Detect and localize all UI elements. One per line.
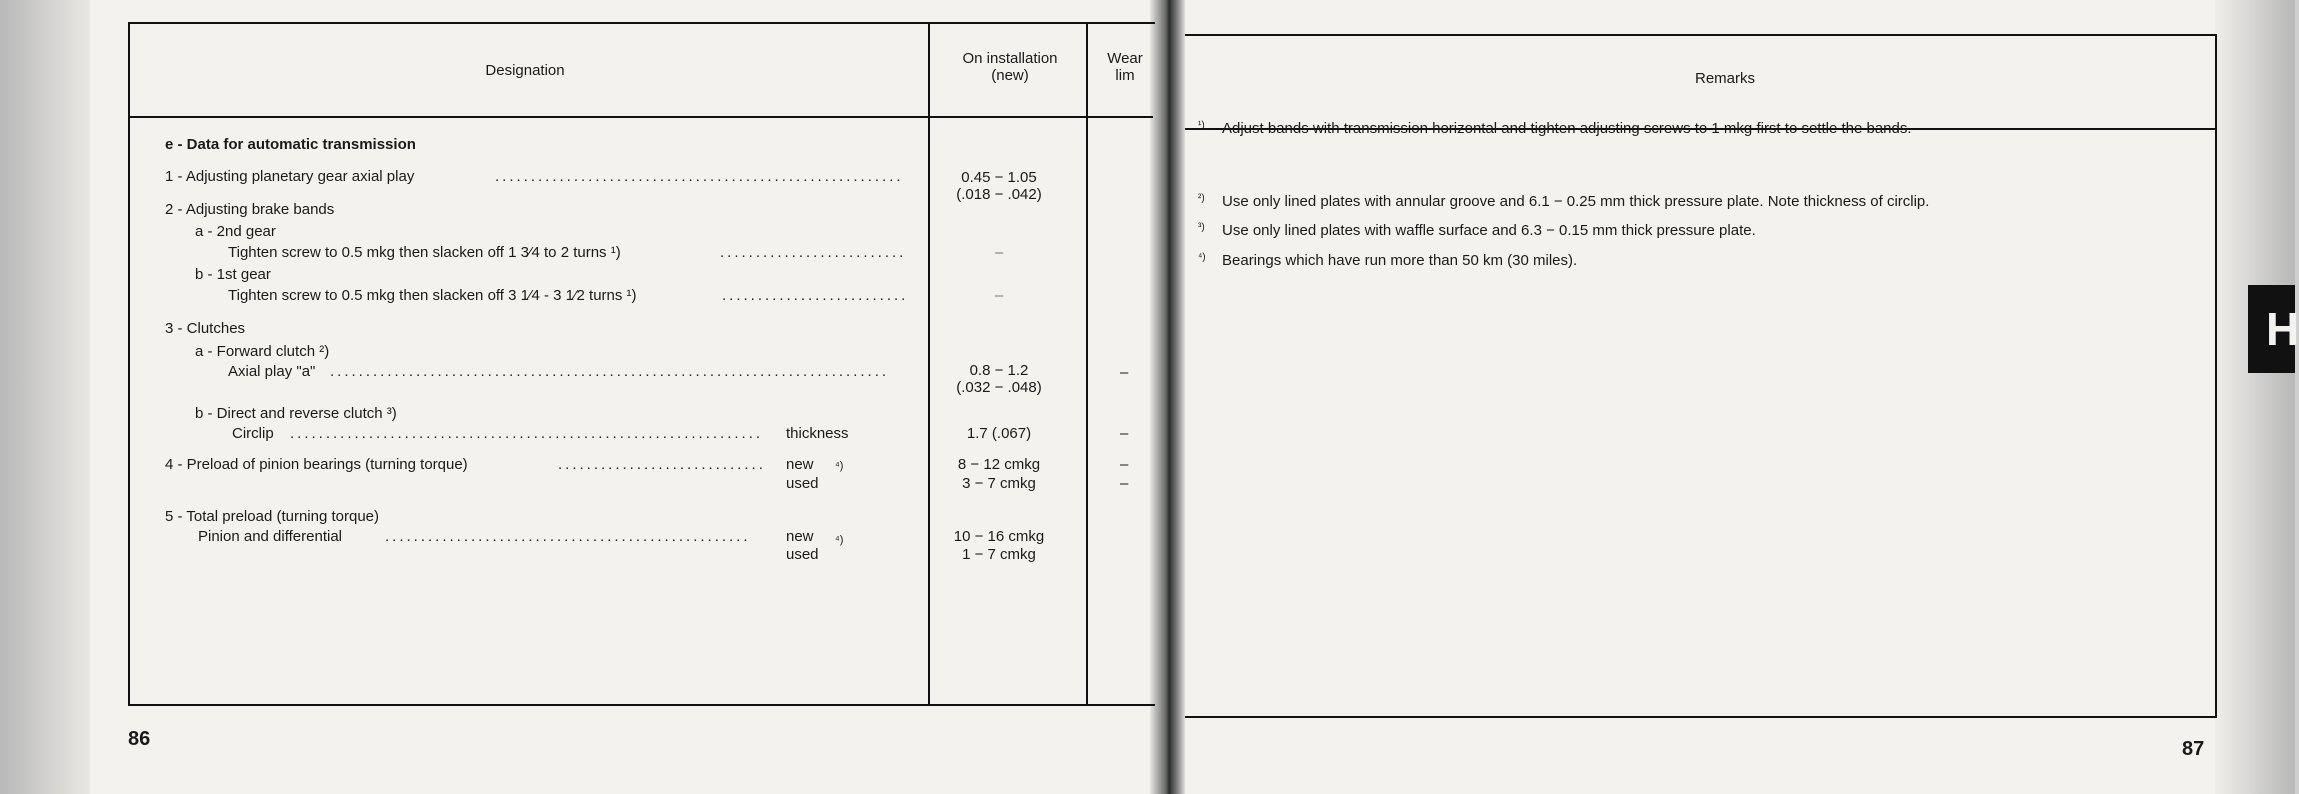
section-thumb-tab: H: [2248, 285, 2295, 373]
row-2a-text: Tighten screw to 0.5 mkg then slacken off 1 3⁄4 to 2 turns ¹): [228, 244, 621, 261]
row-4-wear-new: –: [1120, 456, 1129, 473]
leader-dots: ..........................: [722, 287, 909, 304]
row-4-footnote: ⁴): [835, 460, 844, 472]
row-4-new: new: [786, 456, 814, 473]
leader-dots: ..................................................................: [290, 425, 764, 442]
row-5-footnote: ⁴): [835, 534, 844, 546]
remark-2-footnote: ²): [1198, 193, 1205, 204]
leader-dots: ..............................................................................: [330, 363, 890, 380]
remarks-header: Remarks: [1694, 70, 1755, 87]
row-5-used: used: [786, 546, 819, 563]
row-1-value: 0.45 − 1.05 (.018 − .042): [956, 169, 1042, 203]
row-4-label: 4 - Preload of pinion bearings (turning torque): [165, 456, 468, 473]
row-3a-text: Axial play "a": [228, 363, 316, 380]
row-3-label: 3 - Clutches: [165, 320, 246, 337]
remark-3: Use only lined plates with waffle surface and 6.3 − 0.15 mm thick pressure plate.: [1222, 222, 1756, 239]
row-4-value-used: 3 − 7 cmkg: [962, 475, 1036, 492]
row-3a-value: 0.8 − 1.2 (.032 − .048): [956, 362, 1042, 396]
designation-header: Designation: [485, 62, 565, 79]
page-number-right: 87: [2182, 738, 2205, 760]
row-3b-text: Circlip: [232, 425, 274, 442]
row-2b-text: Tighten screw to 0.5 mkg then slacken off 3 1⁄4 - 3 1⁄2 turns ¹): [228, 287, 637, 304]
row-5-value-new: 10 − 16 cmkg: [953, 528, 1045, 545]
row-4-used: used: [786, 475, 819, 492]
on-installation-header: On installation (new): [962, 50, 1058, 84]
section-title: e - Data for automatic transmission: [165, 136, 416, 153]
row-5-text: Pinion and differential: [198, 528, 342, 545]
leader-dots: .........................................................: [495, 168, 904, 185]
row-5-new: new: [786, 528, 814, 545]
row-3b-value: 1.7 (.067): [966, 425, 1032, 442]
row-3a-label: a - Forward clutch ²): [195, 343, 330, 360]
leader-dots: .............................: [558, 456, 766, 473]
remark-1: Adjust bands with transmission horizontal and tighten adjusting screws to 1 mkg first to settle the bands.: [1222, 120, 1912, 137]
row-3a-wear: –: [1120, 364, 1129, 381]
row-2a-label: a - 2nd gear: [195, 223, 276, 240]
remark-4: Bearings which have run more than 50 km (30 miles).: [1222, 252, 1578, 269]
remark-1-footnote: ¹): [1198, 120, 1205, 131]
row-2a-value: –: [994, 244, 1004, 261]
leader-dots: ..........................: [720, 244, 907, 261]
row-2b-label: b - 1st gear: [195, 266, 271, 283]
column-divider: [1086, 22, 1088, 704]
row-5-label: 5 - Total preload (turning torque): [165, 508, 380, 525]
leader-dots: ...................................................: [385, 528, 751, 545]
page-edge-shadow: [2215, 0, 2295, 794]
remark-3-footnote: ³): [1198, 222, 1205, 233]
remark-4-footnote: ⁴): [1198, 252, 1206, 263]
row-4-value-new: 8 − 12 cmkg: [957, 456, 1041, 473]
wear-limit-header: Wear lim: [1107, 50, 1143, 84]
row-2-label: 2 - Adjusting brake bands: [165, 201, 335, 218]
book-gutter: [1150, 0, 1185, 794]
row-4-wear-used: –: [1120, 475, 1129, 492]
row-3b-label: b - Direct and reverse clutch ³): [195, 405, 397, 422]
row-5-value-used: 1 − 7 cmkg: [962, 546, 1036, 563]
row-3b-wear: –: [1120, 425, 1129, 442]
row-2b-value: –: [994, 287, 1004, 304]
page-number-left: 86: [128, 728, 151, 750]
row-1-label: 1 - Adjusting planetary gear axial play: [165, 168, 415, 185]
page-edge-shadow: [0, 0, 90, 794]
header-divider: [128, 116, 1153, 118]
remark-2: Use only lined plates with annular groove and 6.1 − 0.25 mm thick pressure plate. Note thickness of circlip.: [1222, 193, 1930, 210]
row-3b-unit: thickness: [786, 425, 849, 442]
